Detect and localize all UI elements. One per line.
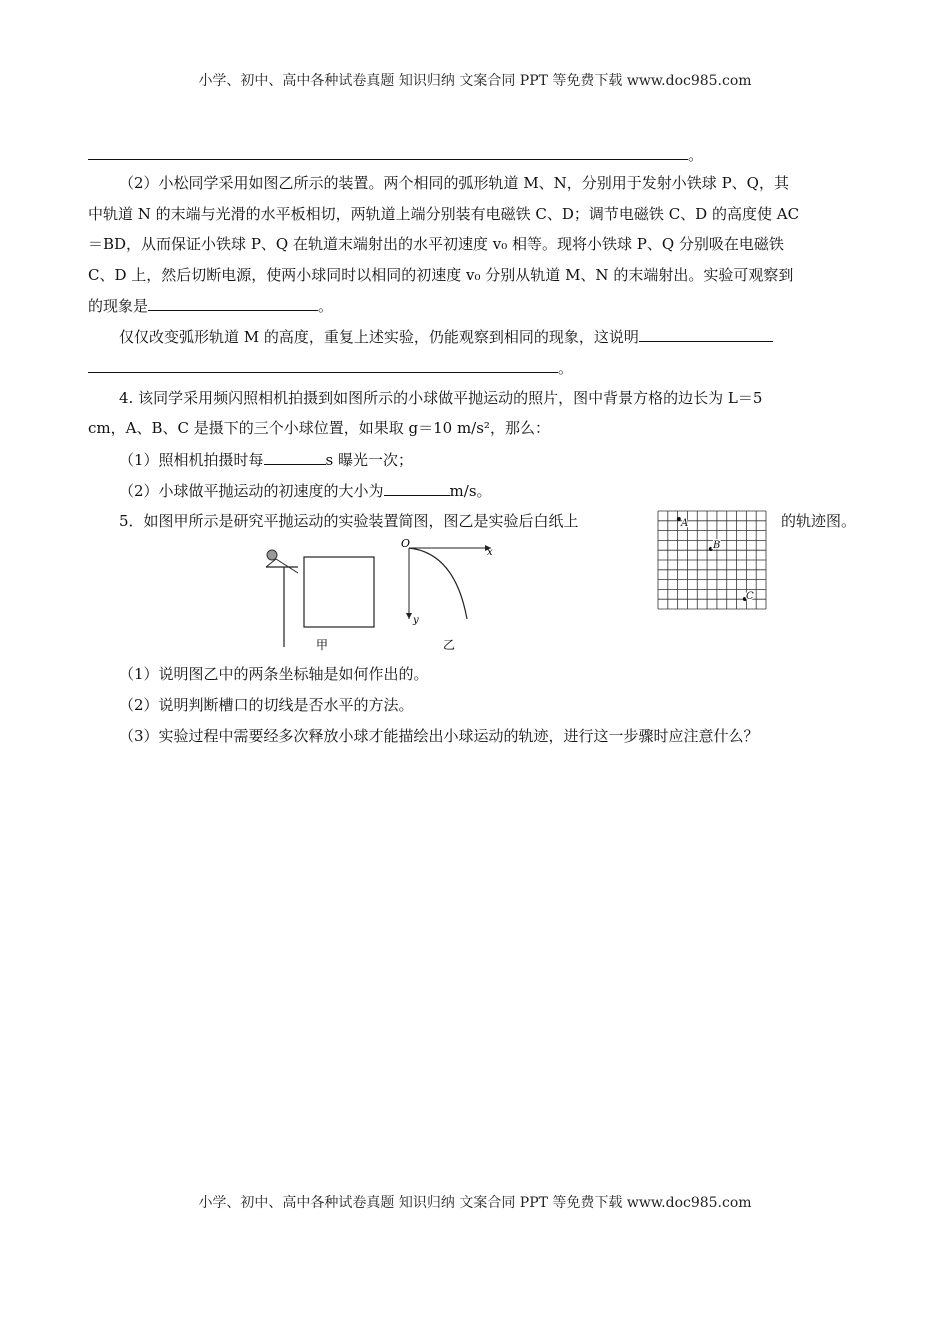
q2-line-6: 仅仅改变弧形轨道 M 的高度，重复上述实验，仍能观察到相同的现象，这说明 <box>119 325 773 348</box>
page-header: 小学、初中、高中各种试卷真题 知识归纳 文案合同 PPT 等免费下载 www.doc985.com <box>198 73 752 89</box>
figure-jia-label: 甲 <box>316 638 329 652</box>
figure-jia <box>262 545 382 653</box>
q5-line-1b: 的轨迹图。 <box>781 512 857 530</box>
q5-sub-1: （1）说明图乙中的两条坐标轴是如何作出的。 <box>119 665 429 683</box>
q2-line-3: ＝BD，从而保证小铁球 P、Q 在轨道末端射出的水平初速度 v₀ 相等。现将小铁球 P、Q 分别吸在电磁铁 <box>88 235 784 253</box>
q2-line-2: 中轨道 N 的末端与光滑的水平板相切，两轨道上端分别装有电磁铁 C、D；调节电磁铁 C、D 的高度使 AC <box>88 205 800 223</box>
axis-origin-label: O <box>401 537 411 550</box>
ball-icon <box>267 550 277 560</box>
q5-sub-3: （3）实验过程中需要经多次释放小球才能描绘出小球运动的轨迹，进行这一步骤时应注意什么？ <box>119 727 759 745</box>
page-footer: 小学、初中、高中各种试卷真题 知识归纳 文案合同 PPT 等免费下载 www.doc985.com <box>198 1195 752 1211</box>
trajectory-curve <box>409 548 467 619</box>
q2-line-5: 的现象是 。 <box>88 294 333 317</box>
axis-y-label: y <box>413 615 419 626</box>
q4-sub-2: （2）小球做平抛运动的初速度的大小为 m/s。 <box>119 479 492 502</box>
point-a-label: A <box>681 518 689 529</box>
q2-line-4: C、D 上，然后切断电源，使两小球同时以相同的初速度 v₀ 分别从轨道 M、N 的末端射出。实验可观察到 <box>88 266 794 284</box>
flash-photo-grid <box>656 509 768 611</box>
figure-yi-label: 乙 <box>443 638 456 652</box>
q4-sub-1: （1）照相机拍摄时每 s 曝光一次； <box>119 448 413 471</box>
q5-line-1a: 5．如图甲所示是研究平抛运动的实验装置简图，图乙是实验后白纸上 <box>119 512 579 530</box>
answer-line-top: 。 <box>88 143 703 166</box>
axis-x-label: x <box>487 547 493 558</box>
q4-line-1: 4. 该同学采用频闪照相机拍摄到如图所示的小球做平抛运动的照片，图中背景方格的边长为 L＝5 <box>119 389 763 407</box>
q4-line-2: cm，A、B、C 是摄下的三个小球位置，如果取 g＝10 m/s²，那么： <box>88 419 550 437</box>
figure-yi <box>395 535 505 655</box>
q5-sub-2: （2）说明判断槽口的切线是否水平的方法。 <box>119 696 414 714</box>
q2-line-7: 。 <box>88 356 573 379</box>
q2-line-1: （2）小松同学采用如图乙所示的装置。两个相同的弧形轨道 M、N，分别用于发射小铁球 P、Q，其 <box>119 174 789 192</box>
point-b-label: B <box>713 540 721 551</box>
point-c-label: C <box>746 591 754 602</box>
